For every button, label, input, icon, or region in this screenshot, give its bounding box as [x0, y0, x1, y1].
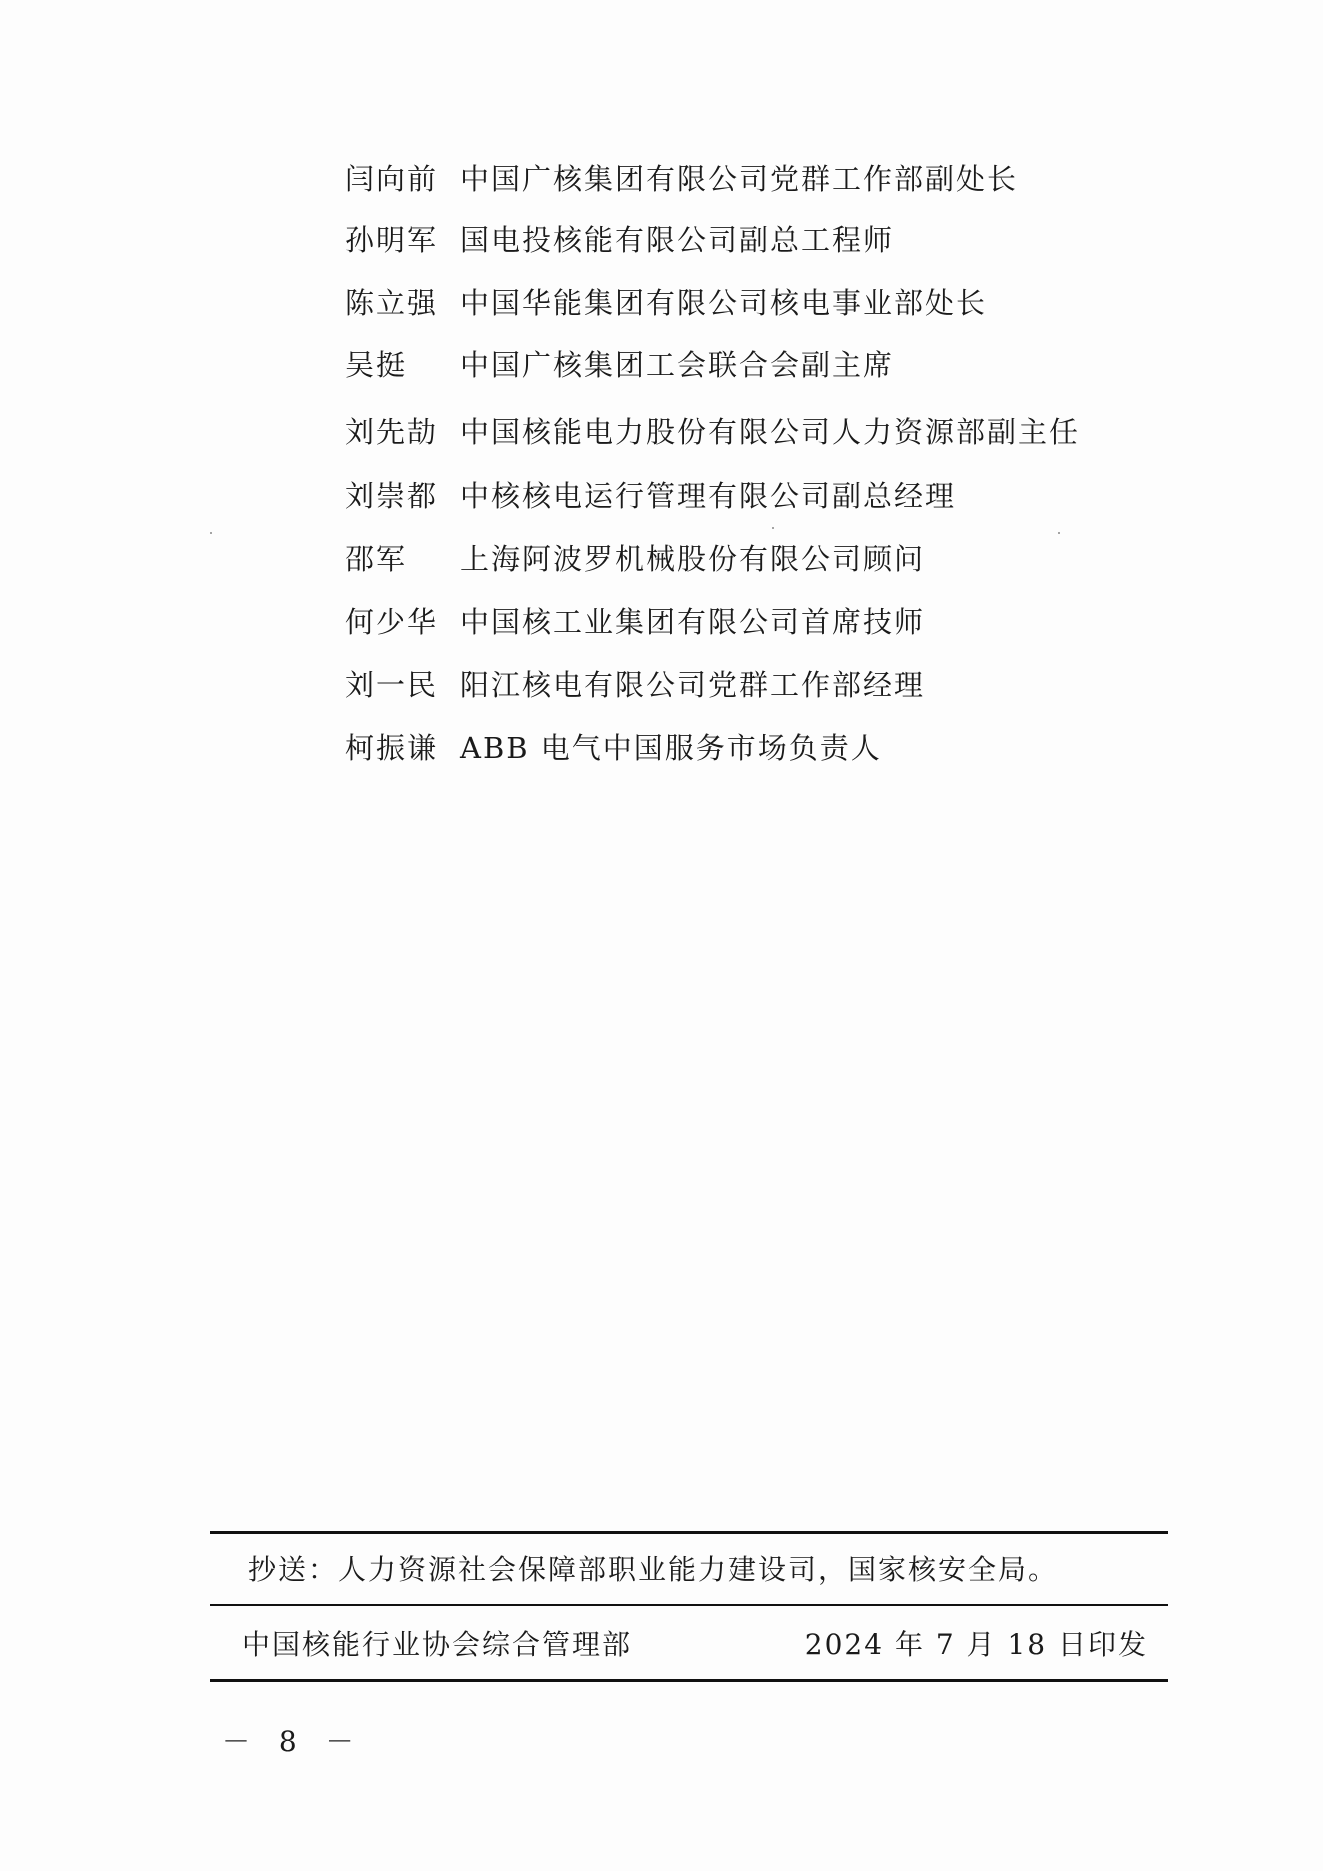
scan-speck	[772, 527, 774, 529]
footer-middle-rule	[210, 1604, 1168, 1606]
scan-speck	[1058, 532, 1060, 534]
footer-bottom-rule	[210, 1679, 1168, 1682]
member-title: 阳江核电有限公司党群工作部经理	[460, 667, 926, 702]
page-number: － 8 －	[222, 1725, 364, 1758]
scan-speck	[210, 532, 212, 534]
member-row	[345, 155, 1018, 199]
member-row	[345, 408, 1080, 452]
member-title: 中国华能集团有限公司核电事业部处长	[460, 285, 988, 320]
member-name: 刘先劼	[345, 414, 439, 449]
issue-date: 2024 年 7 月 18 日印发	[804, 1628, 1148, 1661]
member-name: 闫向前	[345, 161, 439, 196]
member-title: 国电投核能有限公司副总工程师	[460, 222, 895, 257]
member-row	[345, 216, 894, 260]
member-name: 孙明军	[345, 222, 439, 257]
footer-top-rule	[210, 1531, 1168, 1534]
member-row	[345, 535, 925, 579]
member-row	[345, 661, 925, 705]
member-name: 何少华	[345, 604, 439, 639]
member-title: 中国广核集团有限公司党群工作部副处长	[460, 161, 1019, 196]
member-title: 上海阿波罗机械股份有限公司顾问	[460, 541, 926, 576]
member-name: 邵军	[345, 541, 408, 576]
member-name: 刘崇都	[345, 478, 439, 513]
member-title: 中国核能电力股份有限公司人力资源部副主任	[460, 414, 1081, 449]
member-row	[345, 472, 956, 516]
member-name: 柯振谦	[345, 730, 439, 765]
member-row	[345, 279, 987, 323]
member-row	[345, 724, 882, 768]
member-title: 中国广核集团工会联合会副主席	[460, 347, 895, 382]
member-name: 吴挺	[345, 347, 408, 382]
member-row	[345, 341, 894, 385]
member-name: 刘一民	[345, 667, 439, 702]
member-title: ABB 电气中国服务市场负责人	[460, 730, 882, 765]
cc-recipients: 抄送：人力资源社会保障部职业能力建设司，国家核安全局。	[248, 1553, 1059, 1586]
member-name: 陈立强	[345, 285, 439, 320]
member-title: 中核核电运行管理有限公司副总经理	[460, 478, 957, 513]
member-title: 中国核工业集团有限公司首席技师	[460, 604, 926, 639]
issuing-department: 中国核能行业协会综合管理部	[242, 1628, 633, 1661]
member-row	[345, 598, 925, 642]
